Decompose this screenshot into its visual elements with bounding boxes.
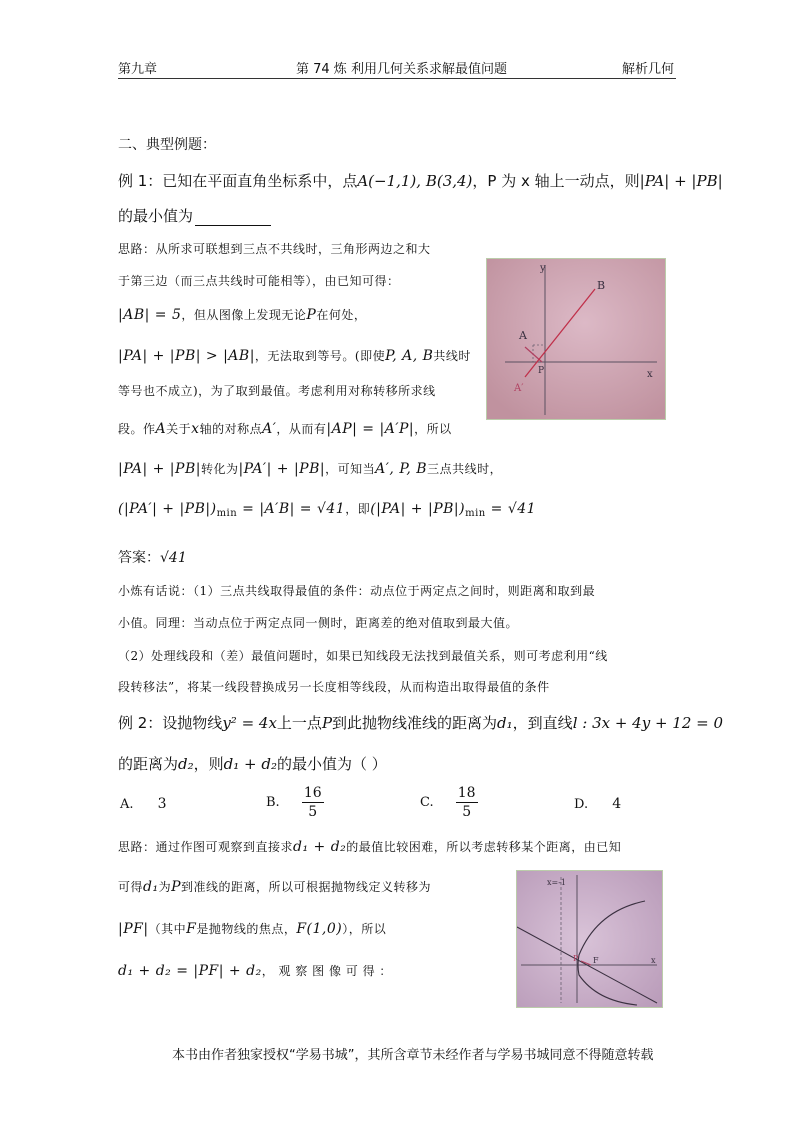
sol2-text: 到准线的距离，所以可根据抛物线定义转移为	[181, 880, 432, 894]
sol1-min-sub-2: min	[465, 508, 486, 519]
sol2-equation: d₁ + d₂ = |PF| + d₂	[118, 963, 262, 979]
sol1-pab: P, A, B	[385, 348, 434, 364]
option-a-value: 3	[157, 796, 167, 812]
example-1-line-1	[118, 170, 723, 191]
sol1-text: ，从而有	[276, 422, 327, 436]
option-c-letter: C.	[420, 795, 434, 810]
option-b-num: 16	[303, 785, 322, 801]
sol1-ineq: |PA| + |PB| > |AB|	[118, 348, 255, 364]
option-b-letter: B.	[266, 795, 280, 810]
ex2-text: 例 2：设抛物线	[118, 714, 223, 732]
example-2-line-1	[118, 712, 723, 733]
ex2-text: 到此抛物线准线的距离为	[332, 714, 498, 732]
sol2-line-3	[118, 920, 386, 937]
sol1-collinear: A′, P, B	[375, 461, 428, 477]
sol1-text: 转化为	[200, 462, 239, 476]
sol2-pf: |PF|	[118, 921, 149, 937]
option-b[interactable]	[266, 784, 324, 821]
sol1-text: 共线时	[433, 349, 471, 363]
option-a-letter: A.	[120, 797, 134, 812]
answer-label: 答案：	[118, 550, 160, 566]
ex2-text: ，则	[193, 755, 224, 773]
figure-2-graph	[517, 871, 662, 1007]
sol2-text: ， 观 察 图 像 可 得 ：	[261, 964, 392, 978]
sol2-f: F	[186, 921, 197, 937]
ex2-text: 的最小值为（ ）	[277, 755, 387, 773]
ex1-line2: 的最小值为	[118, 207, 194, 225]
figure-2-photo	[516, 870, 663, 1008]
sol2-sum: d₁ + d₂	[293, 839, 347, 855]
sol1-a-prime: A′	[262, 421, 277, 437]
sol2-line-4	[118, 962, 392, 979]
sol1-line-5: 等号也不成立)，为了取到最值。考虑利用对称转移所求线	[118, 384, 436, 398]
sol1-ab: |AB| = 5	[118, 307, 182, 323]
sol1-line-2: 于第三边（而三点共线时可能相等），由已知可得：	[118, 274, 400, 288]
sol1-sum-prime: |PA′| + |PB|	[238, 461, 326, 477]
sol1-text: 段。作	[118, 422, 156, 436]
sol1-text: 关于	[166, 422, 192, 436]
label-f: F	[593, 956, 599, 965]
sol1-text: ，所以	[414, 422, 452, 436]
sol2-focus: F(1,0)	[296, 921, 343, 937]
answer-1	[118, 547, 187, 567]
header-section: 解析几何	[622, 62, 675, 77]
header-rule	[118, 78, 676, 79]
sol1-p: P	[306, 307, 317, 323]
label-b: B	[597, 279, 606, 292]
ex2-parabola: y² = 4x	[222, 714, 277, 732]
sol1-x: x	[191, 421, 200, 437]
sol1-text: ，无法取到等号。(即使	[254, 349, 386, 363]
answer-blank	[195, 211, 271, 226]
summary-line-1: 小炼有话说：（1）三点共线取得最值的条件：动点位于两定点之间时，则距离和取到最	[118, 584, 596, 598]
sol2-text: ），所以	[342, 922, 387, 936]
figure-1-photo	[486, 258, 666, 420]
sol2-line-1	[118, 838, 621, 855]
label-a-prime: A′	[514, 383, 524, 394]
sol1-line-6	[118, 420, 452, 437]
sol1-line-3	[118, 306, 366, 323]
figure-1-graph	[487, 259, 665, 419]
sol1-a: A	[155, 421, 167, 437]
sol1-text: 轴的对称点	[199, 422, 263, 436]
label-directrix: x=-1	[547, 878, 567, 887]
option-d-value: 4	[612, 796, 622, 812]
header-title: 第 74 炼 利用几何关系求解最值问题	[296, 62, 507, 77]
sol1-text: ，可知当	[325, 462, 376, 476]
header-chapter: 第九章	[118, 62, 158, 77]
sol2-p: P	[171, 879, 182, 895]
sol1-line-7	[118, 460, 502, 477]
sol1-min-value-2: = √41	[485, 501, 537, 517]
sol1-text: ，但从图像上发现无论	[181, 308, 307, 322]
option-d[interactable]	[574, 796, 621, 812]
sol1-min-expr-2: (|PA| + |PB|)	[370, 501, 466, 517]
ex2-text: 的距离为	[118, 755, 179, 773]
sol2-text: 是抛物线的焦点，	[196, 922, 297, 936]
summary-line-4: 段转移法”，将某一线段替换成另一长度相等线段，从而构造出取得最值的条件	[118, 680, 550, 694]
option-c-num: 18	[457, 785, 476, 801]
sol1-text: 在何处，	[316, 308, 367, 322]
label-x: x	[647, 369, 653, 380]
label-x: x	[651, 956, 656, 965]
ex2-d2: d₂	[178, 755, 194, 773]
sol1-text: ，即	[345, 502, 371, 516]
sol2-text: 为	[158, 880, 172, 894]
ex2-line-eq: l : 3x + 4y + 12 = 0	[572, 714, 724, 732]
sol1-min-sub: min	[216, 508, 238, 519]
ex1-points: A(−1,1), B(3,4)	[357, 172, 473, 190]
option-c-fraction	[456, 784, 478, 821]
sol2-d1: d₁	[143, 879, 159, 895]
label-p: P	[573, 954, 579, 963]
sol2-text: （其中	[148, 922, 187, 936]
option-c[interactable]	[420, 784, 478, 821]
ex2-p: P	[321, 714, 333, 732]
sol1-line-1: 思路：从所求可联想到三点不共线时，三角形两边之和大	[118, 242, 431, 256]
option-c-den: 5	[462, 804, 472, 820]
ex1-prefix: 例 1：已知在平面直角坐标系中，点	[118, 172, 358, 190]
summary-line-2: 小值。同理：当动点位于两定点同一侧时，距离差的绝对值取到最大值。	[118, 616, 519, 630]
option-b-fraction	[302, 784, 324, 821]
section-title: 二、典型例题：	[118, 137, 216, 153]
sol1-min-expr: (|PA′| + |PB|)	[118, 501, 217, 517]
sol1-line-8	[118, 500, 536, 519]
ex2-text: 上一点	[276, 714, 322, 732]
ex2-d1: d₁	[497, 714, 513, 732]
label-a: A	[519, 329, 527, 342]
sol1-line-4	[118, 347, 471, 364]
ex1-mid: ，	[472, 172, 488, 190]
sol1-ap-eq: |AP| = |A′P|	[326, 421, 415, 437]
ex2-text: ，到直线	[512, 714, 573, 732]
sol2-text: 的最值比较困难，所以考虑转移某个距离，由已知	[346, 840, 622, 854]
answer-value: √41	[160, 550, 187, 566]
sol1-min-value: = |A′B| = √41	[237, 501, 346, 517]
ex2-sum: d₁ + d₂	[223, 755, 277, 773]
ex1-p-text: P 为 x 轴上一动点，则	[487, 172, 640, 190]
sol2-text: 思路：通过作图可观察到直接求	[118, 840, 294, 854]
option-d-letter: D.	[574, 797, 589, 812]
summary-line-3: （2）处理线段和（差）最值问题时，如果已知线段无法找到最值关系，则可考虑利用“线	[118, 649, 608, 663]
label-p: P	[538, 366, 545, 376]
example-1-line-2	[118, 205, 271, 226]
sol1-sum: |PA| + |PB|	[118, 461, 201, 477]
footer-notice: 本书由作者独家授权“学易书城”，其所含章节未经作者与学易书城同意不得随意转载	[172, 1048, 654, 1063]
example-2-line-2	[118, 753, 387, 774]
option-a[interactable]	[120, 796, 167, 812]
option-b-den: 5	[308, 804, 318, 820]
ex1-expr: |PA| + |PB|	[639, 172, 723, 190]
sol1-text: 三点共线时，	[427, 462, 503, 476]
sol2-line-2	[118, 878, 431, 895]
sol2-text: 可得	[118, 880, 144, 894]
label-y: y	[540, 263, 546, 274]
